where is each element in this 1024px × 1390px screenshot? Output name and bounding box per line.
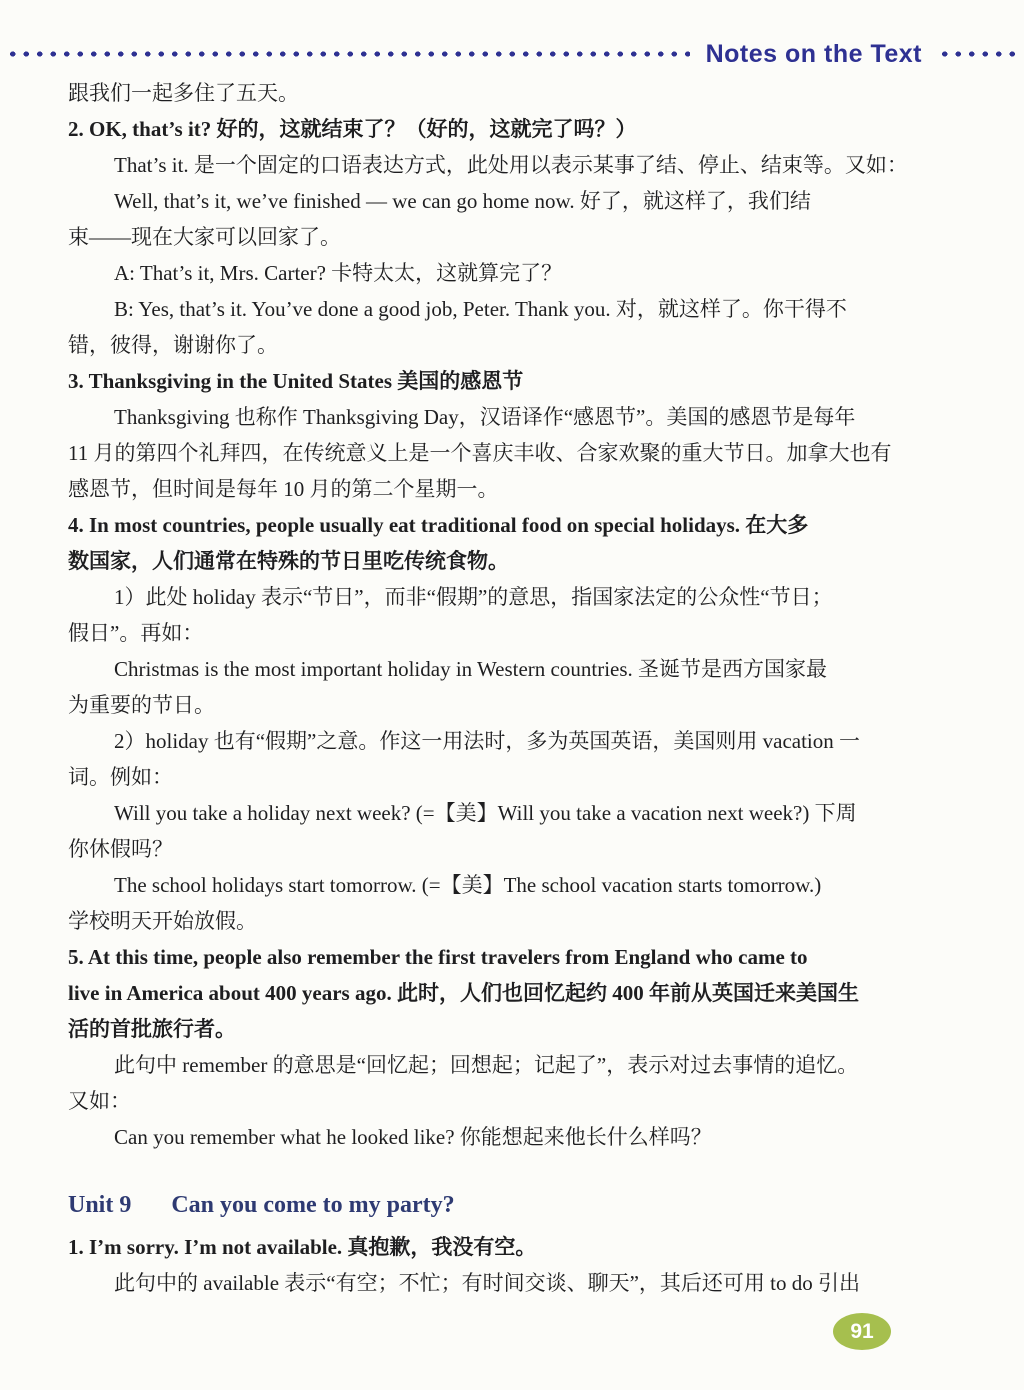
text-line: 2. OK, that’s it? 好的，这就结束了？（好的，这就完了吗？） (68, 117, 637, 141)
text-line: 11 月的第四个礼拜四，在传统意义上是一个喜庆丰收、合家欢聚的重大节日。加拿大也有 (68, 441, 892, 465)
text-line: 束——现在大家可以回家了。 (68, 225, 341, 249)
text-line: 此句中 remember 的意思是“回忆起；回想起；记起了”，表示对过去事情的追忆。 (114, 1053, 859, 1077)
text-line: 又如： (68, 1089, 131, 1113)
page-number-badge (833, 1313, 891, 1350)
text-line: Can you remember what he looked like? 你能想起来他长什么样吗？ (114, 1125, 712, 1149)
text-line: The school holidays start tomorrow. (=【美】The school vacation starts tomorrow.) (114, 873, 822, 897)
page-body (68, 75, 970, 1301)
text-line: 学校明天开始放假。 (68, 909, 257, 933)
unit-heading (68, 1185, 970, 1225)
dotted-rule-left (6, 50, 690, 58)
text-line: 数国家，人们通常在特殊的节日里吃传统食物。 (68, 549, 509, 573)
text-line: Christmas is the most important holiday in Western countries. 圣诞节是西方国家最 (114, 657, 828, 681)
text-line: 词。例如： (68, 765, 173, 789)
text-line: 1. I’m sorry. I’m not available. 真抱歉，我没有空。 (68, 1235, 537, 1259)
dotted-rule-right (938, 50, 1018, 58)
page-number: 91 (850, 1319, 874, 1343)
text-line: 3. Thanksgiving in the United States 美国的感恩节 (68, 369, 524, 393)
text-line: That’s it. 是一个固定的口语表达方式，此处用以表示某事了结、停止、结束等。又如： (114, 153, 908, 177)
text-line: Will you take a holiday next week? (=【美】Will you take a vacation next week?) 下周 (114, 801, 857, 825)
text-line: 假日”。再如： (68, 621, 204, 645)
unit-heading-label: Unit 9 (68, 1192, 132, 1218)
text-line: 4. In most countries, people usually eat traditional food on special holidays. 在大多 (68, 513, 809, 537)
text-line: 5. At this time, people also remember the first travelers from England who came to (68, 945, 808, 969)
text-line: 你休假吗？ (68, 837, 173, 861)
text-line: 此句中的 available 表示“有空；不忙；有时间交谈、聊天”，其后还可用 to do 引出 (114, 1271, 861, 1295)
text-line: 活的首批旅行者。 (68, 1017, 236, 1041)
text-line: B: Yes, that’s it. You’ve done a good job, Peter. Thank you. 对，就这样了。你干得不 (114, 297, 847, 321)
text-line: 1）此处 holiday 表示“节日”，而非“假期”的意思，指国家法定的公众性“节日； (114, 585, 833, 609)
unit-heading-title: Can you come to my party? (171, 1192, 455, 1218)
text-line: live in America about 400 years ago. 此时，人们也回忆起约 400 年前从英国迁来美国生 (68, 981, 859, 1005)
text-line: Well, that’s it, we’ve finished — we can go home now. 好了，就这样了，我们结 (114, 189, 811, 213)
text-line: 错，彼得，谢谢你了。 (68, 333, 278, 357)
page-header (0, 40, 1024, 68)
text-line: 跟我们一起多住了五天。 (68, 81, 299, 105)
page-header-title: Notes on the Text (705, 39, 922, 68)
text-line: 感恩节，但时间是每年 10 月的第二个星期一。 (68, 477, 499, 501)
text-line: Thanksgiving 也称作 Thanksgiving Day，汉语译作“感恩节”。美国的感恩节是每年 (114, 405, 856, 429)
text-line: 为重要的节日。 (68, 693, 215, 717)
text-line: A: That’s it, Mrs. Carter? 卡特太太，这就算完了？ (114, 261, 563, 285)
text-line: 2）holiday 也有“假期”之意。作这一用法时，多为英国英语，美国则用 vacation 一 (114, 729, 861, 753)
